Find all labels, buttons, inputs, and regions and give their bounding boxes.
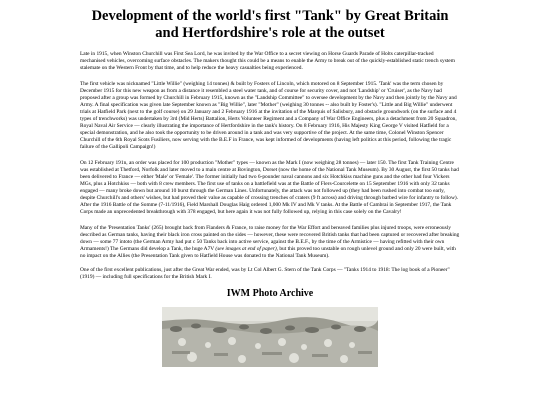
paragraph-text-before-italic: Many of the 'Presentation Tanks' (265) brought back from Flanders & France, to raise money for the War Effort and bereaved families plus injured troops, were erroneously described as German tanks, having their black iron cross painted on the sides — however, these were recovered British tanks that had been captured or recovered after breaking down — some 77 intoto (the German Army had put c 50 Tanks back into active service, against the B.E.F., by the time of the Armistice — having refitted with their own Armaments!) The Germans did develop a Tank, the huge A7V	[80, 225, 460, 252]
archive-photo-image	[162, 307, 378, 367]
paragraph-churchill-viewing: Late in 1915, when Winston Churchill was First Sea Lord, he was invited by the War Office to a secret viewing on Horse Guards Parade of Holts caterpillar-tracked mechanised vehicles, overcoming surface obstacles. The makers thought this could be a means to enable the Army to break out of the quickly-established static trench system stalemate on the Western Front by that time, and to help reduce the heavy casualties being experienced.	[80, 51, 455, 71]
paragraph-mark-one-order: On 12 February 191n, an order was placed for 100 production "Mother" types — known as the Mark I (now weighing 28 tonnes) — later 150. The first Tank Training Centre was established at Thetford, Norfolk and later moved to a main centre at Bovington, Dorset (now the home of the National Tank Museum). By 30 August, the first 50 tanks had been delivered to France — either 'Male' or 'Female'. The former initially had two 6-pounder naval cannons and six Hotchkiss machine guns and the other had four Vickers MGs, plus a Hotchkiss — both with 8 crew members. The first use of tanks on a battlefield was at the Battle of Flers-Courcelette on 15 September 1916 with only 32 tanks engaged — many broke down but around 10 burst through the German Lines. Unfortunately, the attack was not followed up (they had been rushed into combat too early, despite Churchill's and others' wishes, but had proved their value as capable of crossing trenches of craters (9 ft across) and driving through barbed wire for infantry to follow). After the 1916 Battle of the Somme (7-11/1916), Field Marshall Douglas Haig ordered 1,000 Mk IV and Mk V tanks. At the Battle of Cambrai in September 1917, the Tank Corps made an unprecedented breakthrough with 378 engaged, but here again it was not fully followed up, relying in this case solely on the Cavalry!	[80, 160, 459, 215]
page-title: Development of the world's first "Tank" by Great Britain and Hertfordshire's role at the outset	[91, 8, 449, 41]
paragraph-little-willie: The first vehicle was nicknamed "Little Willie" (weighing 14 tonnes) & built by Fosters of Lincoln, which motored on 8 September 1915. 'Tank' was the term chosen by December 1915 for this new weapon as from a distance it resembled a steel water tank, and of course for security cover, and not 'Landship' or 'Cruiser', as the Navy had proposed after a group was formed by Churchill in February 1915, known as the "Landship Committee" to oversee development by the Navy and then jointly by the Navy and Army. A final specification was given late September known as "Big Willie", later "Mother" (weighing 30 tonnes -- also built by Foster's). "Little and Big Willie" underwent trials at Hatfield Park (next to the golf course) on 29 January and 2 February 1916 at the invitation of the Marquis of Salisbury, and obstacle groundwork (on the surface and 4 types of trenchworks) was undertaken by 3rd (Mid Herts) Battalion, Herts Volunteer Regiment and a Company of War Office Engineers, plus a detachment from 20 Squadron, Royal Naval Air Service — clearly illustrating the importance of Hertfordshire in the tank's history. On 8 February 1916, His Majesty King George V visited Hatfield for a special demonstration, and he also took the opportunity to be driven around in a tank and was very supportive of the project. At the same time, Colonel Winston Spencer Churchill of the 6th Royal Scots Fusiliers, now serving with the B.E.F in France, was kept informed of developments (having left politics at this period, following the tragic failure of the Gallipoli Campaign!)	[80, 81, 457, 150]
italic-note: (see images at end of paper)	[215, 246, 277, 252]
paragraph-presentation-tanks	[80, 225, 460, 260]
paragraph-text-after-italic: , but this proved too unstable on rough unlevel ground and only 20 were built, with no impact on the Allies (the Presentation Tank given to Hatfield House was donated to the National Tank Museum).	[80, 246, 456, 259]
photo-archive-heading: IWM Photo Archive	[226, 288, 314, 299]
paragraph-stern-publication: One of the first excellent publications, just after the Great War ended, was by Lt Col Albert G. Stern of the Tank Corps — "Tanks 1914 to 1918: The log book of a Pioneer" (1919) — including full specifications for the British Mark I.	[80, 267, 450, 280]
archive-photo	[162, 307, 378, 367]
